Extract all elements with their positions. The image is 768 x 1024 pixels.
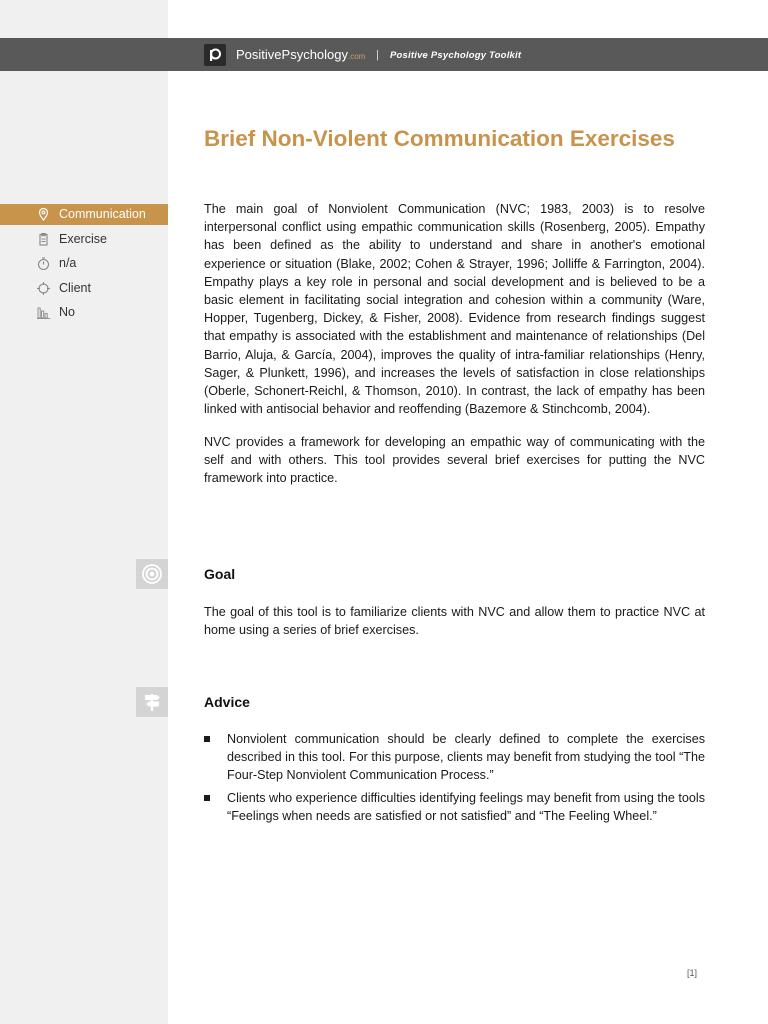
intro-paragraph-1: The main goal of Nonviolent Communication (NVC; 1983, 2003) is to resolve interpersonal conflict using empathic communication skills (Rosenberg, 2005). Empathy has been defined as the ability to understand and share in another's emotional experience or situation (Blake, 2002; Cohen & Strayer, 1996; Jolliffe & Farrington, 2004). Empathy plays a key role in personal and social development and is believed to be a basic element in facilitating social integration and cohesion within a community (Ware, Hopper, Tugenberg, Dickey, & Fisher, 2008). Evidence from research findings suggest that empathy is associated with the establishment and maintenance of relationships (Del Barrio, Aluja, & García, 2004), improves the quality of intra-familiar relationships (Henry, Sager, & Plunkett, 1996), and increases the levels of satisfaction in close relationships (Oberle, Schonert-Reichl, & Thomson, 2010). In contrast, the lack of empathy has been linked with antisocial behavior and reoffending (Bazemore & Stinchcomb, 2004). bbox=[204, 202, 705, 417]
bar-chart-icon bbox=[36, 305, 51, 320]
location-pin-icon bbox=[36, 207, 51, 222]
advice-item-text: Nonviolent communication should be clearly defined to complete the exercises described in this tool. For this purpose, clients may benefit from studying the tool “The Four-Step Nonviolent Communication Process.” bbox=[227, 732, 705, 783]
signpost-icon bbox=[136, 687, 168, 717]
page-number: [1] bbox=[687, 968, 698, 978]
logo-icon bbox=[204, 44, 226, 66]
sidebar-item-communication[interactable] bbox=[0, 204, 168, 225]
bullet-icon bbox=[204, 736, 210, 742]
sidebar-item-client[interactable] bbox=[0, 278, 168, 299]
sidebar-item-label: n/a bbox=[59, 256, 77, 270]
header-separator: | bbox=[376, 49, 379, 61]
advice-list bbox=[204, 730, 705, 829]
brand-suffix: .com bbox=[348, 52, 366, 61]
crosshair-icon bbox=[36, 281, 51, 296]
sidebar-item-label: Exercise bbox=[59, 231, 107, 246]
goal-text: The goal of this tool is to familiarize clients with NVC and allow them to practice NVC at home using a series of brief exercises. bbox=[204, 605, 705, 638]
sidebar-item-no[interactable] bbox=[0, 302, 168, 323]
sidebar-item-duration[interactable] bbox=[0, 253, 168, 274]
target-icon bbox=[136, 559, 168, 589]
sidebar-item-label: No bbox=[59, 305, 75, 319]
clipboard-icon bbox=[36, 232, 51, 247]
list-item bbox=[204, 730, 705, 785]
advice-heading: Advice bbox=[204, 694, 250, 710]
sidebar-nav bbox=[0, 204, 168, 327]
page-title: Brief Non-Violent Communication Exercises bbox=[204, 126, 675, 151]
sidebar-item-exercise[interactable] bbox=[0, 229, 168, 250]
sidebar-background bbox=[0, 0, 168, 1024]
sidebar-item-label: Client bbox=[59, 280, 91, 295]
goal-heading: Goal bbox=[204, 566, 236, 582]
header-bar bbox=[0, 38, 768, 71]
intro-paragraph-2: NVC provides a framework for developing an empathic way of communicating with the self and with others. This tool provides several brief exercises for putting the NVC framework into practice. bbox=[204, 435, 705, 486]
advice-item-text: Clients who experience difficulties identifying feelings may benefit from using the tools “Feelings when needs are satisfied or not satisfied” and “The Feeling Wheel.” bbox=[227, 790, 705, 823]
stopwatch-icon bbox=[36, 256, 51, 271]
toolkit-label: Positive Psychology Toolkit bbox=[390, 50, 522, 61]
sidebar-item-label: Communication bbox=[59, 207, 146, 221]
bullet-icon bbox=[204, 795, 210, 801]
list-item bbox=[204, 789, 705, 825]
brand-name: PositivePsychology.com bbox=[236, 47, 366, 62]
